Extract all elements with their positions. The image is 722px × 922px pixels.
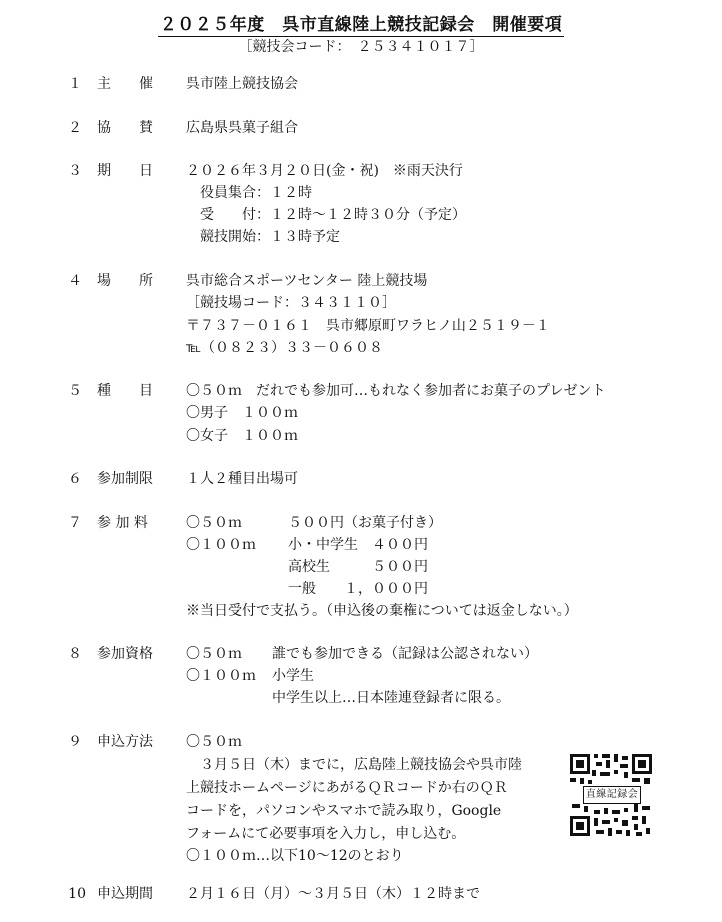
section-label: 主 催 [97,76,153,92]
apply-text-line-1: ３月５日（木）までに，広島陸上競技協会や呉市陸 [200,757,522,773]
apply-50m-label: 〇５０ｍ [186,734,242,750]
section-number: 10 [68,886,86,902]
venue-phone: ℡（０８２３）３３－０６０８ [186,340,384,356]
apply-100m-line: 〇１００ｍ…以下10～12のとおり [186,848,404,864]
venue-address: 〒７３７－０１６１ 呉市郷原町ワラヒノ山２５１９－１ [186,318,550,334]
section-label: 協 賛 [97,120,153,136]
event-50m: 〇５０ｍ だれでも参加可…もれなく参加者にお菓子のプレゼント [186,383,606,399]
fee-50m-amount: ５００円（お菓子付き） [288,515,442,531]
staff-assembly: 役員集合：１２時 [200,185,312,201]
section-number: ６ [68,471,82,487]
apply-text-line-2: 上競技ホームページにあがるＱＲコードか右のＱＲ [186,780,508,796]
reception-time: 受 付：１２時～１２時３０分（予定） [200,207,466,223]
section-number: ２ [68,120,82,136]
section-label: 参加制限 [97,471,153,487]
document-title: ２０２５年度 呉市直線陸上競技記録会 開催要項 [159,15,563,35]
section-label: 種 目 [97,383,153,399]
section-number: １ [68,76,82,92]
section-label: 期 日 [97,163,153,179]
eligibility-junior-up: 中学生以上…日本陸連登録者に限る。 [272,690,510,706]
section-number: ９ [68,734,82,750]
section-number: ３ [68,163,82,179]
date-line: ２０２６年３月２０日(金・祝) ※雨天決行 [186,163,463,179]
competition-start: 競技開始：１３時予定 [200,229,340,245]
section-number: ７ [68,515,82,531]
eligibility-100m-label: 〇１００ｍ [186,668,256,684]
section-label: 場 所 [97,273,153,289]
fee-50m-label: 〇５０ｍ [186,515,242,531]
section-number: ５ [68,383,82,399]
event-women-100m: 〇女子 １００ｍ [186,428,298,444]
fee-100m-label: 〇１００ｍ [186,537,256,553]
section-label: 申込期間 [97,886,153,902]
eligibility-50m-text: 誰でも参加できる（記録は公認されない） [272,646,538,662]
section-label: 申込方法 [97,734,153,750]
fee-note: ※当日受付で支払う。（申込後の棄権については返金しない。） [186,603,578,619]
eligibility-elementary: 小学生 [272,668,314,684]
section-number: ８ [68,646,82,662]
section-text: １人２種目出場可 [186,471,298,487]
section-number: ４ [68,273,82,289]
section-label: 参 加 料 [97,515,148,531]
section-text: 呉市陸上競技協会 [186,76,298,92]
fee-general: 一般 １，０００円 [288,581,428,597]
apply-period: ２月１６日（月）～３月５日（木）１２時まで [186,886,480,902]
fee-high-school: 高校生 ５００円 [288,559,428,575]
qr-caption: 直線記録会 [583,786,641,804]
apply-text-line-3: コードを，パソコンやスマホで読み取り，Google [186,803,502,819]
competition-code: ［競技会コード： ２５３４１０１７］ [238,39,484,55]
qr-code-icon[interactable] [568,752,654,838]
venue-code: ［競技場コード：３４３１１０］ [186,295,396,311]
section-label: 参加資格 [97,646,153,662]
apply-text-line-4: フォームにて必要事項を入力し，申し込む。 [186,826,466,842]
event-men-100m: 〇男子 １００ｍ [186,405,298,421]
eligibility-50m-label: 〇５０ｍ [186,646,242,662]
fee-elementary-junior: 小・中学生 ４００円 [288,537,428,553]
section-text: 広島県呉菓子組合 [186,120,298,136]
venue-name: 呉市総合スポーツセンター 陸上競技場 [186,273,428,289]
